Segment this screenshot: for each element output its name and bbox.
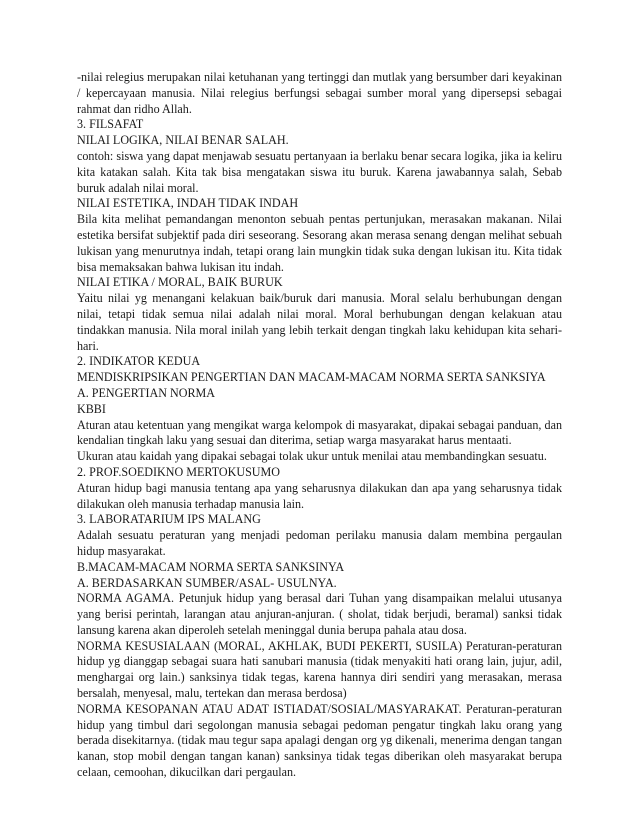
heading-nilai-etika: NILAI ETIKA / MORAL, BAIK BURUK	[77, 275, 283, 290]
paragraph-kbbi-aturan: Aturan atau ketentuan yang mengikat warga kelompok di masyarakat, dipakai sebagai panduan, dan kendalian tingkah laku yang sesuai dan diterima, setiap warga masyarakat harus mentaati.	[77, 417, 562, 448]
paragraph-norma-agama: NORMA AGAMA. Petunjuk hidup yang berasal dari Tuhan yang disampaikan melalui utusanya yang berisi perintah, larangan atau anjuran-anjuran. ( sholat, tidak berjudi, beramal) sanksi tidak lansung karena akan diperoleh setelah meninggal dunia berupa pahala atau dosa.	[77, 591, 562, 637]
heading-berdasarkan-sumber: A. BERDASARKAN SUMBER/ASAL- USULNYA.	[77, 575, 337, 590]
heading-laboratarium: 3. LABORATARIUM IPS MALANG	[77, 512, 261, 527]
document-body	[77, 70, 562, 781]
heading-nilai-logika: NILAI LOGIKA, NILAI BENAR SALAH.	[77, 133, 289, 148]
paragraph-norma-kesopanan: NORMA KESOPANAN ATAU ADAT ISTIADAT/SOSIAL/MASYARAKAT. Peraturan-peraturan hidup yang timbul dari segolongan manusia sebagai pedoman pengatur tingkah laku orang yang berada disekitarnya. (tidak mau tegur sapa apalagi dengan org yg dikenali, menerima dengan tangan kanan, stop mobil dengan tangan kanan) sanksinya tidak tegas diberikan oleh masyarakat berupa celaan, cemoohan, dikucilkan dari pergaulan.	[77, 701, 562, 780]
heading-kbbi: KBBI	[77, 401, 106, 416]
heading-nilai-estetika: NILAI ESTETIKA, INDAH TIDAK INDAH	[77, 196, 299, 211]
heading-pengertian-norma: A. PENGERTIAN NORMA	[77, 385, 216, 400]
heading-indikator-kedua: 2. INDIKATOR KEDUA	[77, 354, 201, 369]
paragraph-norma-kesusilaan: NORMA KESUSIALAAN (MORAL, AKHLAK, BUDI PEKERTI, SUSILA) Peraturan-peraturan hidup yg dianggap sebagai suara hati sanubari manusia (tidak menyakiti hati orang lain, jujur, adil, menghargai org lain.) sanksinya tidak tegas, karena hannya diri sendiri yang merasakan, merasa bersalah, menyesal, malu, tertekan dan merasa berdosa)	[77, 638, 562, 701]
paragraph-contoh-logika: contoh: siswa yang dapat menjawab sesuatu pertanyaan ia berlaku benar secara logika, jika ia keliru kita katakan salah. Kita tak bisa mengatakan siswa itu buruk. Karena jawabannya salah, Sebab buruk adalah nilai moral.	[77, 148, 562, 195]
paragraph-etika: Yaitu nilai yg menangani kelakuan baik/buruk dari manusia. Moral selalu berhubungan dengan nilai, tetapi tidak semua nilai adalah nilai moral. Moral berhubungan dengan kelakuan atau tindakkan manusia. Nila moral inilah yang lebih terkait dengan tingkah laku kehidupan kita sehari-hari.	[77, 291, 562, 353]
heading-mendiskripsikan: MENDISKRIPSIKAN PENGERTIAN DAN MACAM-MACAM NORMA SERTA SANKSIYA	[77, 370, 546, 385]
paragraph-laboratarium: Adalah sesuatu peraturan yang menjadi pedoman perilaku manusia dalam membina pergaulan hidup masyarakat.	[77, 528, 562, 558]
heading-filsafat: 3. FILSAFAT	[77, 117, 144, 132]
heading-soedikno: 2. PROF.SOEDIKNO MERTOKUSUMO	[77, 464, 281, 479]
paragraph-nilai-religius: -nilai relegius merupakan nilai ketuhanan yang tertinggi dan mutlak yang bersumber dari keyakinan / kepercayaan manusia. Nilai relegius berfungsi sebagai sumber moral yang dipersepsi sebagai rahmat dan ridho Allah.	[77, 70, 562, 116]
paragraph-estetika: Bila kita melihat pemandangan menonton sebuah pentas pertunjukan, merasakan makanan. Nilai estetika bersifat subjektif pada diri seseorang. Sesorang akan merasa senang dengan melihat sebuah lukisan yang menurutnya indah, tetapi orang lain mungkin tidak suka dengan lukisan itu. Kita tidak bisa memaksakan bahwa lukisan itu indah.	[77, 212, 562, 274]
paragraph-kbbi-ukuran: Ukuran atau kaidah yang dipakai sebagai tolak ukur untuk menilai atau membandingkan sesuatu.	[77, 449, 547, 464]
heading-macam-norma: B.MACAM-MACAM NORMA SERTA SANKSINYA	[77, 559, 345, 574]
paragraph-soedikno: Aturan hidup bagi manusia tentang apa yang seharusnya dilakukan dan apa yang seharusnya tidak dilakukan oleh manusia terhadap manusia lain.	[77, 480, 562, 511]
